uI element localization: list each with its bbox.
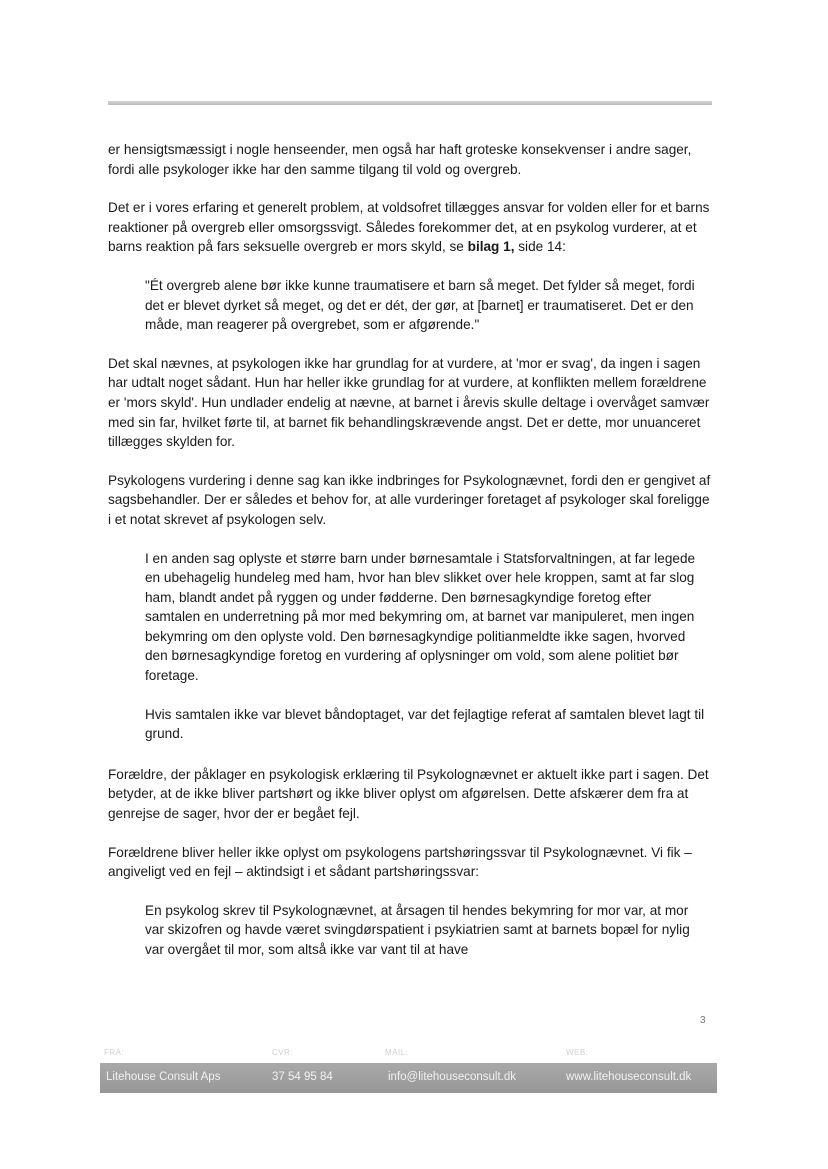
footer-mail: info@litehouseconsult.dk — [388, 1071, 517, 1083]
page-number: 3 — [700, 1015, 706, 1026]
paragraph-2-text: Det er i vores erfaring et generelt problem, at voldsofret tillægges ansvar for volden eller for et barns reaktioner på overgreb eller omsorgssvigt. Således forekommer det, at en psykolog vurderer, at et barns reaktion på fars seksuelle overgreb er mors skyld, se — [108, 200, 710, 255]
annex-reference: bilag 1, — [467, 239, 515, 255]
paragraph-2 — [108, 198, 713, 257]
footer-labels — [100, 1048, 717, 1062]
footer-label-cvr: CVR: — [272, 1048, 294, 1057]
header-rule — [108, 101, 712, 105]
paragraph-6: Forældrene bliver heller ikke oplyst om psykologens partshøringssvar til Psykolognævnet. Vi fik – angiveligt ved en fejl – aktindsigt i et sådant partshøringssvar: — [108, 844, 692, 880]
quote-1: "Ét overgreb alene bør ikke kunne traumatisere et barn så meget. Det fylder så meget, fordi det er blevet dyrket så meget, og det er dét, der gør, at [barnet] er traumatiseret. Det er den måde, man reagerer på overgrebet, som er afgørende." — [145, 277, 695, 333]
footer-bar — [100, 1063, 717, 1093]
footer-label-mail: MAIL: — [385, 1048, 409, 1057]
paragraph-3: Det skal nævnes, at psykologen ikke har grundlag for at vurdere, at 'mor er svag', da ingen i sagen har udtalt noget sådant. Hun har heller ikke grundlag for at vurdere, at konflikten mellem forældrene er 'mors skyld'. Hun undlader endelig at nævne, at barnet i årevis skulle deltage i overvåget samvær med sin far, hvilket førte til, at barnet fik behandlingskrævende angst. Det er dette, mor unuanceret tillægges skylden for. — [108, 355, 710, 450]
quote-3: Hvis samtalen ikke var blevet båndoptaget, var det fejlagtige referat af samtalen blevet lagt til grund. — [145, 706, 705, 742]
footer-cvr: 37 54 95 84 — [272, 1071, 333, 1083]
quote-4: En psykolog skrev til Psykolognævnet, at årsagen til hendes bekymring for mor var, at mor var skizofren og havde været svingdørspatient i psykiatrien samt at barnets bopæl for nylig var overgået til mor, som altså ikke var vant til at have — [145, 902, 690, 957]
footer-label-from: FRA: — [104, 1048, 125, 1057]
paragraph-5: Forældre, der påklager en psykologisk erklæring til Psykolognævnet er aktuelt ikke part i sagen. Det betyder, at de ikke bliver partshørt og ikke bliver oplyst om afgørelsen. Dette afskærer dem fra at genrejse de sager, hvor der er begået fejl. — [108, 766, 709, 822]
quote-2: I en anden sag oplyste et større barn under børnesamtale i Statsforvaltningen, at far legede en ubehagelig hundeleg med ham, hvor han blev slikket over hele kroppen, samt at far slog ham, blandt andet på ryggen og under fødderne. Den børnesagkyndige foretog efter samtalen en underretning på mor med bekymring om, at barnet var manipuleret, men ingen bekymring om den oplyste vold. Den børnesagkyndige politianmeldte ikke sagen, hvorved den børnesagkyndige foretog en vurdering af oplysninger om vold, som alene politiet bør foretage. — [145, 550, 696, 684]
paragraph-1: er hensigtsmæssigt i nogle henseender, men også har haft groteske konsekvenser i andre sager, fordi alle psykologer ikke har den samme tilgang til vold og overgreb. — [108, 142, 692, 177]
paragraph-2-end: side 14: — [514, 239, 566, 255]
footer-label-web: WEB: — [566, 1048, 589, 1057]
document-body — [108, 140, 713, 979]
footer-web: www.litehouseconsult.dk — [566, 1071, 692, 1083]
paragraph-4: Psykologens vurdering i denne sag kan ikke indbringes for Psykolognævnet, fordi den er gengivet af sagsbehandler. Der er således et behov for, at alle vurderinger foretaget af psykologer skal foreligge i et notat skrevet af psykologen selv. — [108, 472, 711, 527]
footer-company: Litehouse Consult Aps — [106, 1071, 221, 1083]
